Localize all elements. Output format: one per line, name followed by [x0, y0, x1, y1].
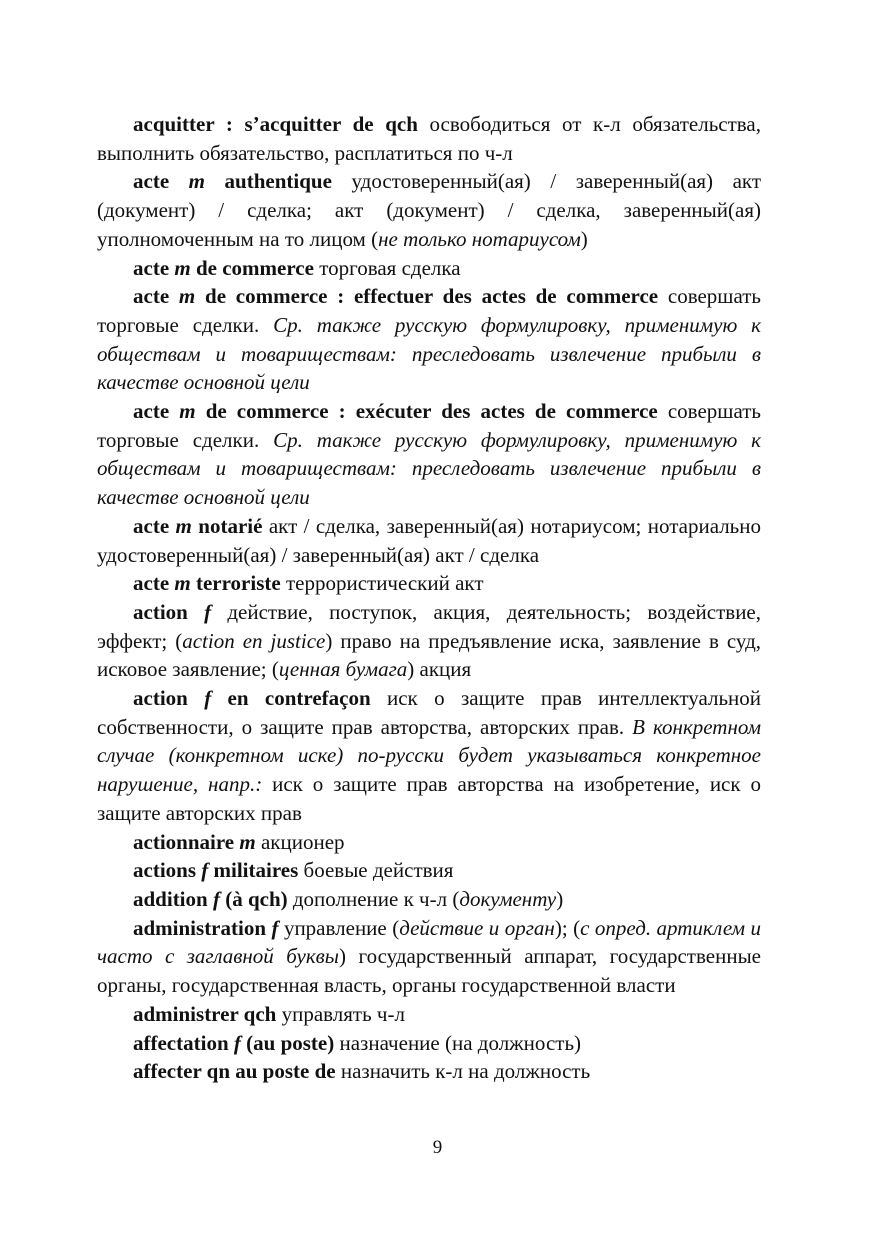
page-number: 9: [432, 1137, 443, 1158]
entry-headword: de commerce: [190, 255, 314, 280]
entry-definition: иск о защите прав интеллектуальной собственности, о защите прав авторства, авторских прав.: [97, 686, 761, 739]
entry-definition: ) государственный аппарат, государственные органы, государственная власть, органы государственной власти: [97, 944, 761, 998]
entry-headword: acte: [133, 284, 179, 309]
entry-gender: f: [271, 915, 279, 940]
entry-headword: acte: [133, 399, 180, 424]
entry-note: ценная бумага: [278, 657, 408, 682]
entry-definition: ); (: [554, 915, 581, 940]
entry-headword: (au poste): [240, 1030, 335, 1055]
entry-definition: террористический акт: [280, 571, 484, 596]
entry-gender: f: [201, 858, 209, 883]
entry-headword: militaires: [208, 858, 299, 883]
entry-definition: ): [580, 226, 588, 251]
entry-gender: f: [204, 686, 212, 711]
dictionary-entry-actionnaire: [97, 828, 761, 857]
entry-note: с опред. артиклем и часто с заглавной буквы: [97, 915, 761, 969]
entry-headword: en contrefaçon: [211, 686, 371, 711]
dictionary-entry-acte-notarie: [97, 512, 761, 569]
dictionary-entry-affecter: [97, 1057, 761, 1086]
entry-headword: affecter qn au poste de: [133, 1059, 336, 1084]
entry-definition: торговая сделка: [313, 255, 461, 280]
dictionary-entry-acte-de-commerce: [97, 254, 761, 283]
entry-definition: удостоверенный(ая) / заверенный(ая) акт (документ) / сделка; акт (документ) / сделка, заверенный(ая) уполномоченным на то лицом (: [97, 169, 761, 251]
entry-gender: m: [179, 399, 196, 424]
entry-headword: actions: [133, 858, 202, 883]
entry-note: В конкретном случае (конкретном иске) по-русски будет указываться конкретное нарушение, напр.:: [97, 714, 761, 797]
entry-headword: action: [133, 599, 205, 624]
entry-note: Ср. также русскую формулировку, применимую к обществам и товариществам: преследовать извлечение прибыли в качестве основной цели: [97, 427, 761, 510]
entry-headword: acte: [133, 169, 189, 194]
entry-definition: совершать торговые сделки.: [97, 284, 762, 337]
entry-definition: боевые действия: [298, 858, 454, 883]
dictionary-entry-acte-authentique: [97, 167, 761, 253]
entry-headword: de commerce : exécuter des actes de commerce: [195, 399, 658, 424]
entry-definition: ): [556, 886, 564, 911]
dictionary-entry-actions-militaires: [97, 856, 761, 885]
entry-definition: ) право на предъявление иска, заявление в суд, исковое заявление; (: [97, 628, 762, 682]
entry-definition: действие, поступок, акция, деятельность; воздействие, эффект; (: [97, 599, 762, 653]
entry-definition: назначение (на должность): [334, 1030, 582, 1055]
entry-note: action en justice: [182, 628, 326, 653]
entry-gender: m: [188, 169, 206, 194]
dictionary-entry-acquitter: [97, 110, 761, 167]
entry-headword: authentique: [205, 169, 332, 194]
entry-headword: administrer qch: [133, 1001, 277, 1026]
entry-gender: m: [174, 571, 191, 596]
entry-headword: administration: [133, 915, 272, 940]
entry-headword: acte: [133, 513, 176, 538]
dictionary-entry-administrer: [97, 1000, 761, 1029]
entry-definition: ) акция: [407, 657, 472, 682]
dictionary-entry-acte-executer: [97, 397, 761, 512]
entry-definition: акционер: [255, 829, 345, 854]
dictionary-entry-acte-terroriste: [97, 569, 761, 598]
dictionary-entry-administration: [97, 914, 761, 1000]
entry-note: документу: [459, 886, 557, 911]
entry-headword: terroriste: [190, 571, 281, 596]
entry-note: не только нотариусом: [378, 226, 581, 251]
dictionary-entry-action: [97, 598, 761, 684]
entry-gender: f: [212, 886, 220, 911]
entry-gender: m: [178, 284, 196, 309]
entry-headword: acquitter : s’acquitter de qch: [133, 112, 418, 136]
entry-headword: acte: [133, 571, 175, 596]
dictionary-entry-addition: [97, 885, 761, 914]
entry-gender: f: [233, 1030, 241, 1055]
entry-definition: управлять ч-л: [276, 1001, 405, 1026]
entry-definition: иск о защите прав авторства на изобретение, иск о защите авторских прав: [97, 772, 761, 825]
entry-definition: освободиться от к-л обязательства, выполнить обязательство, расплатиться по ч-л: [97, 112, 761, 165]
entry-headword: affectation: [133, 1030, 234, 1055]
entry-definition: совершать торговые сделки.: [97, 399, 761, 452]
entry-headword: acte: [133, 255, 175, 280]
entry-gender: m: [239, 829, 256, 854]
dictionary-entry-affectation: [97, 1029, 761, 1058]
entry-definition: назначить к-л на должность: [335, 1059, 591, 1084]
entry-headword: notarié: [191, 513, 263, 538]
entry-definition: управление (: [278, 915, 400, 940]
dictionary-page: [97, 110, 761, 1086]
entry-headword: (à qch): [219, 886, 288, 911]
dictionary-entry-action-contrefacon: [97, 684, 761, 828]
entry-headword: actionnaire: [133, 829, 240, 854]
entry-gender: f: [204, 599, 212, 624]
entry-definition: акт / сделка, заверенный(ая) нотариусом; нотариально удостоверенный(ая) / заверенный(ая) акт / сделка: [97, 513, 761, 567]
entry-gender: m: [175, 513, 192, 538]
entry-definition: дополнение к ч-л (: [287, 886, 460, 911]
entry-note: Ср. также русскую формулировку, применимую к обществам и товариществам: преследовать извлечение прибыли в качестве основной цели: [97, 312, 761, 395]
entry-headword: de commerce : effectuer des actes de commerce: [195, 284, 659, 309]
dictionary-entry-acte-effectuer: [97, 282, 761, 397]
entry-gender: m: [174, 255, 191, 280]
entry-note: действие и орган: [399, 915, 555, 940]
entry-headword: action: [133, 686, 205, 711]
entry-headword: addition: [133, 886, 213, 911]
